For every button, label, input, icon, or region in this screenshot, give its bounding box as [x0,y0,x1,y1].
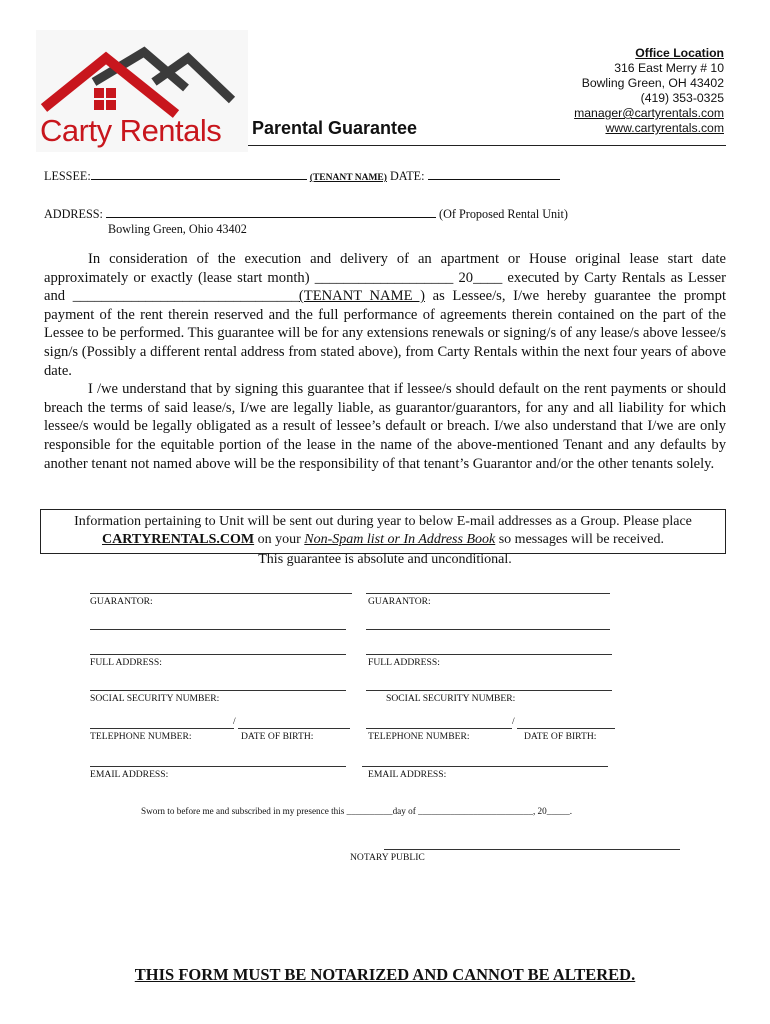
guarantor-1-signature-line[interactable] [90,593,352,594]
office-website-link[interactable]: www.cartyrentals.com [605,121,724,135]
guarantor-1-full-address-label: FULL ADDRESS: [90,657,162,668]
lessee-name-field[interactable] [91,168,307,180]
guarantor-2-signature-line[interactable] [366,593,610,594]
address-label: ADDRESS: [44,207,103,221]
email-info-box [40,509,726,554]
guarantor-1-address-line-2[interactable] [90,654,346,655]
page-title: Parental Guarantee [252,118,418,138]
office-location-block [574,46,724,136]
guarantor-1-address-line-1[interactable] [90,629,346,630]
guarantor-2-email-line[interactable] [362,766,608,767]
guarantor-1-dob-line[interactable] [238,728,350,729]
guarantor-1-ssn-line[interactable] [90,690,346,691]
guarantor-1-phone-line[interactable] [90,728,234,729]
address-note: (Of Proposed Rental Unit) [439,207,568,221]
header-divider [248,145,726,146]
guarantor-2-address-line-1[interactable] [366,629,610,630]
absolute-statement: This guarantee is absolute and unconditional. [258,552,512,567]
info-line-1: Information pertaining to Unit will be sent out during year to below E-mail addresses as a Group. Please place [74,514,692,529]
office-phone: (419) 353-0325 [640,91,724,105]
guarantor-2-full-address-label: FULL ADDRESS: [368,657,440,668]
paragraph-1-part-a: In consideration of the execution and delivery of an apartment or House original lease start date approximately or exactly (lease start month) ___________________ 20____ executed by Carty Rentals as Lesser and _______________________________ [44,251,726,305]
notary-public-label: NOTARY PUBLIC [350,852,425,863]
guarantor-1-ssn-label: SOCIAL SECURITY NUMBER: [90,693,220,704]
guarantor-2-dob-line[interactable] [517,728,615,729]
city-line: Bowling Green, Ohio 43402 [108,222,247,236]
guarantor-1-email-label: EMAIL ADDRESS: [90,769,169,780]
guarantor-1-email-line[interactable] [90,766,346,767]
paragraph-consideration [44,250,726,380]
paragraph-1-part-b: as Lessee/s, I/we hereby guarantee the prompt payment of the rent therein reserved and the full performance of agreements therein contained on the part of the Lessee to be performed. This guarantee will be for any extensions renewals or signing/s of any lease/s above lessee/s sign/s (Possibly a different rental address from stated above), from Carty Rentals within the next four years of above date. [44,288,726,379]
lessee-row [44,168,560,184]
guarantor-2-address-line-2[interactable] [366,654,612,655]
date-label: DATE: [389,169,425,183]
address-field[interactable] [106,206,436,218]
address-row [44,206,568,222]
date-field[interactable] [428,168,560,180]
notarized-notice: THIS FORM MUST BE NOTARIZED AND CANNOT BE ALTERED. [134,965,636,984]
slash-divider: / [512,716,515,727]
guarantor-1-label: GUARANTOR: [90,596,153,607]
paragraph-1-tenant-name: (TENANT NAME ) [298,288,425,305]
info-mid: on your [254,532,305,547]
info-line-2 [41,531,725,549]
info-end: so messages will be received. [495,532,664,547]
guarantee-body [44,250,726,473]
logo-brand-text: Carty Rentals [40,113,222,148]
lessee-label: LESSEE: [44,169,91,183]
office-heading: Office Location [635,46,724,60]
guarantor-2-ssn-label: SOCIAL SECURITY NUMBER: [386,693,516,704]
sworn-statement: Sworn to before me and subscribed in my presence this __________day of _________________________, 20_____. [141,806,572,816]
office-email-link[interactable]: manager@cartyrentals.com [574,106,724,120]
slash-divider: / [233,716,236,727]
non-spam-note: Non-Spam list or In Address Book [304,532,496,547]
guarantor-2-phone-label: TELEPHONE NUMBER: [368,731,470,742]
guarantor-2-ssn-line[interactable] [366,690,612,691]
office-address-1: 316 East Merry # 10 [614,61,724,75]
notary-signature-line[interactable] [384,849,680,850]
guarantor-2-label: GUARANTOR: [368,596,431,607]
office-address-2: Bowling Green, OH 43402 [581,76,724,90]
guarantor-1-dob-label: DATE OF BIRTH: [241,731,314,742]
guarantor-1-phone-label: TELEPHONE NUMBER: [90,731,192,742]
guarantor-2-email-label: EMAIL ADDRESS: [368,769,447,780]
guarantor-2-phone-line[interactable] [366,728,512,729]
guarantor-2-dob-label: DATE OF BIRTH: [524,731,597,742]
site-link[interactable]: CARTYRENTALS.COM [102,532,255,547]
paragraph-liability: I /we understand that by signing this guarantee that if lessee/s should default on the rent payments or should breach the terms of said lease/s, I/we are legally liable, as guarantor/guarantors, for any and all liability for which lessee/s would be legally obligated as a result of lessee’s default or breach. I/we also understand that I/we are only responsible for the equitable portion of the lease in the name of the above-mentioned Tenant and any defaults by another tenant not named above will be the responsibility of that tenant’s Guarantor and/or the other tenants solely. [44,381,726,472]
tenant-name-note: (TENANT NAME) [309,173,387,183]
